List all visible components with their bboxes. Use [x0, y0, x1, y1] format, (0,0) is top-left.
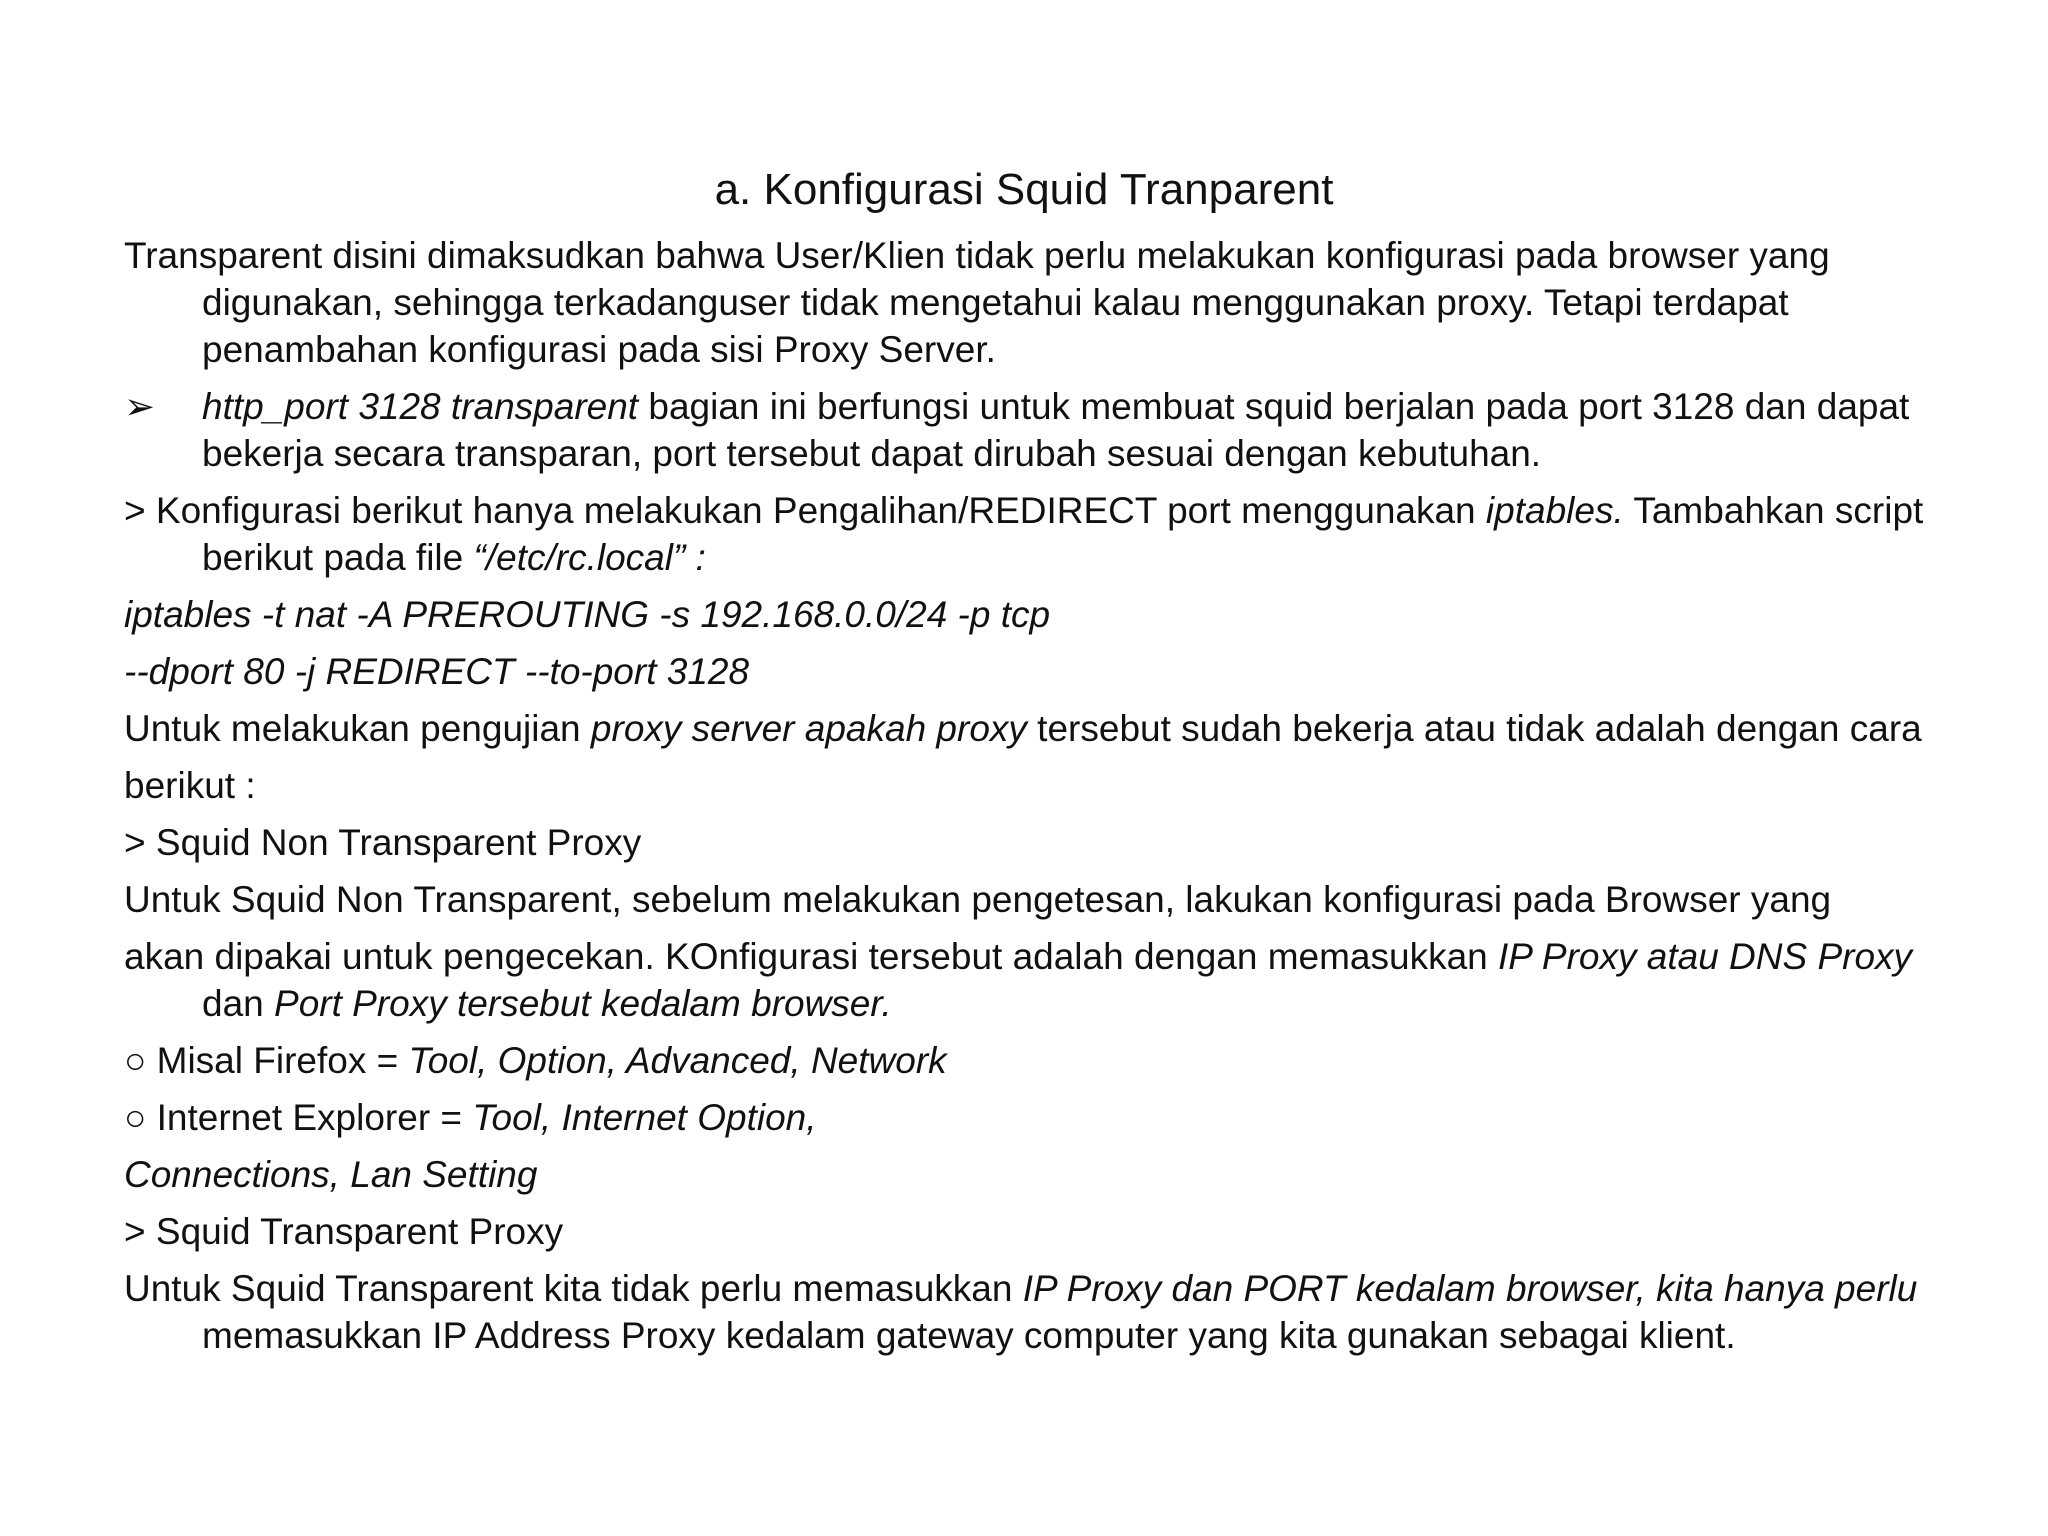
text-span: ○ Misal Firefox =: [124, 1040, 409, 1081]
text-span: Untuk Squid Transparent kita tidak perlu memasukkan: [124, 1268, 1023, 1309]
paragraph-non-transparent-1: Untuk Squid Non Transparent, sebelum melakukan pengetesan, lakukan konfigurasi pada Browser yang: [124, 879, 1832, 920]
bullet-http-port: [124, 383, 1954, 477]
code-text: --dport 80 -j REDIRECT --to-port 3128: [124, 651, 750, 692]
http-port-directive: http_port 3128 transparent: [202, 386, 639, 427]
slide-body: [124, 232, 1954, 1369]
item-internet-explorer: [124, 1094, 1954, 1141]
item-firefox: [124, 1037, 1954, 1084]
item-ie-continued: [124, 1151, 1954, 1198]
http-port-description: bagian ini berfungsi untuk membuat squid berjalan pada port 3128 dan dapat bekerja secara transparan, port tersebut dapat dirubah sesuai dengan kebutuhan.: [202, 386, 1910, 474]
italic-span: iptables.: [1485, 490, 1624, 531]
heading-non-transparent: > Squid Non Transparent Proxy: [124, 822, 642, 863]
text-span: ○ Internet Explorer =: [124, 1097, 473, 1138]
italic-span: Connections, Lan Setting: [124, 1154, 538, 1195]
text-span: akan dipakai untuk pengecekan. KOnfigurasi tersebut adalah dengan memasukkan: [124, 936, 1499, 977]
paragraph-transparent-final: [124, 1265, 1954, 1359]
italic-span: “/etc/rc.local” :: [473, 537, 706, 578]
heading-transparent: > Squid Transparent Proxy: [124, 1211, 564, 1252]
text-span: Untuk melakukan pengujian: [124, 708, 591, 749]
text-span: tersebut sudah bekerja atau tidak adalah dengan cara: [1026, 708, 1922, 749]
paragraph-non-transparent-2: [124, 933, 1954, 1027]
paragraph-berikut: berikut :: [124, 765, 256, 806]
slide-title: a. Konfigurasi Squid Tranparent: [714, 165, 1334, 214]
paragraph-transparent-intro: Transparent disini dimaksudkan bahwa User/Klien tidak perlu melakukan konfigurasi pada browser yang digunakan, sehingga terkadanguser tidak mengetahui kalau menggunakan proxy. Tetapi terdapat penambahan konfigurasi pada sisi Proxy Server.: [124, 235, 1830, 370]
italic-span: Tool, Internet Option,: [472, 1097, 817, 1138]
text-span: Tambahkan script berikut pada file: [202, 490, 1924, 578]
text-span: memasukkan IP Address Proxy kedalam gateway computer yang kita gunakan sebagai klient.: [202, 1315, 1736, 1356]
paragraph-testing: [124, 705, 1954, 752]
italic-span: proxy server apakah proxy: [590, 708, 1027, 749]
text-span: > Konfigurasi berikut hanya melakukan Pengalihan/REDIRECT port menggunakan: [124, 490, 1486, 531]
code-line-2: [124, 648, 1954, 695]
paragraph-iptables-intro: [124, 487, 1954, 581]
italic-span: Port Proxy tersebut kedalam browser.: [274, 983, 892, 1024]
italic-span: IP Proxy atau DNS Proxy: [1498, 936, 1913, 977]
code-text: iptables -t nat -A PREROUTING -s 192.168.0.0/24 -p tcp: [124, 594, 1051, 635]
italic-span: Tool, Option, Advanced, Network: [408, 1040, 947, 1081]
code-line-1: [124, 591, 1954, 638]
italic-span: IP Proxy dan PORT kedalam browser, kita hanya perlu: [1022, 1268, 1918, 1309]
text-span: dan: [202, 983, 275, 1024]
arrow-bullet-icon: ➢: [124, 386, 156, 427]
